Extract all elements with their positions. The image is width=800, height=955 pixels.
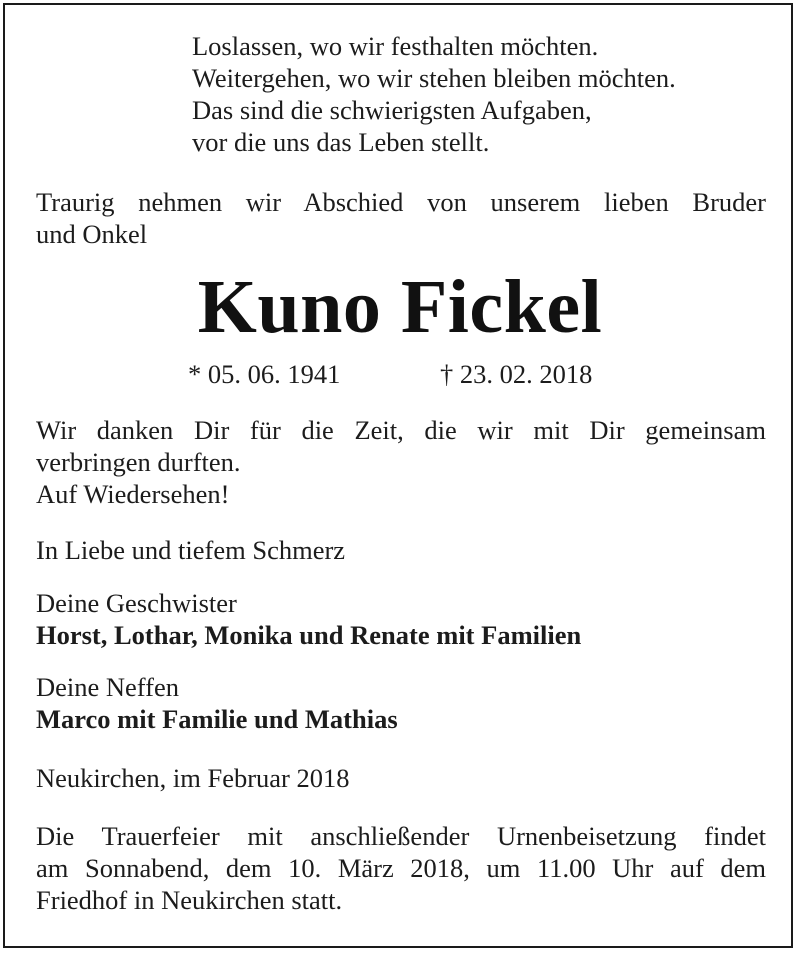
motto-line: vor die uns das Leben stellt. <box>192 127 490 157</box>
intro-line: Traurig nehmen wir Abschied von unserem lieben Bruder <box>36 187 766 217</box>
ceremony-line: Friedhof in Neukirchen statt. <box>36 885 343 915</box>
ceremony-line: am Sonnabend, dem 10. März 2018, um 11.00 Uhr auf dem <box>36 853 766 883</box>
motto-verse <box>192 30 676 158</box>
siblings-label: Deine Geschwister <box>36 588 237 618</box>
birth-date: * 05. 06. 1941 <box>188 359 341 389</box>
death-date: † 23. 02. 2018 <box>440 359 593 389</box>
thanks-line: Wir danken Dir für die Zeit, die wir mit Dir gemeinsam <box>36 415 766 445</box>
motto-line: Weitergehen, wo wir stehen bleiben möchten. <box>192 63 676 93</box>
ceremony-line: Die Trauerfeier mit anschließender Urnenbeisetzung findet <box>36 821 766 851</box>
ceremony-text <box>36 820 766 916</box>
nephews-section <box>36 671 766 735</box>
deceased-name: Kuno Fickel <box>197 265 603 349</box>
nephews-label: Deine Neffen <box>36 672 179 702</box>
siblings-section <box>36 587 766 651</box>
motto-line: Das sind die schwierigsten Aufgaben, <box>192 95 592 125</box>
closing-text: In Liebe und tiefem Schmerz <box>36 535 346 565</box>
thanks-line: verbringen durften. <box>36 447 241 477</box>
place-date: Neukirchen, im Februar 2018 <box>36 763 350 793</box>
siblings-names: Horst, Lothar, Monika und Renate mit Familien <box>36 620 582 650</box>
thanks-text <box>36 414 766 510</box>
intro-line: und Onkel <box>36 219 148 249</box>
intro-text <box>36 186 766 250</box>
nephews-names: Marco mit Familie und Mathias <box>36 704 398 734</box>
thanks-line: Auf Wiedersehen! <box>36 479 230 509</box>
motto-line: Loslassen, wo wir festhalten möchten. <box>192 31 599 61</box>
